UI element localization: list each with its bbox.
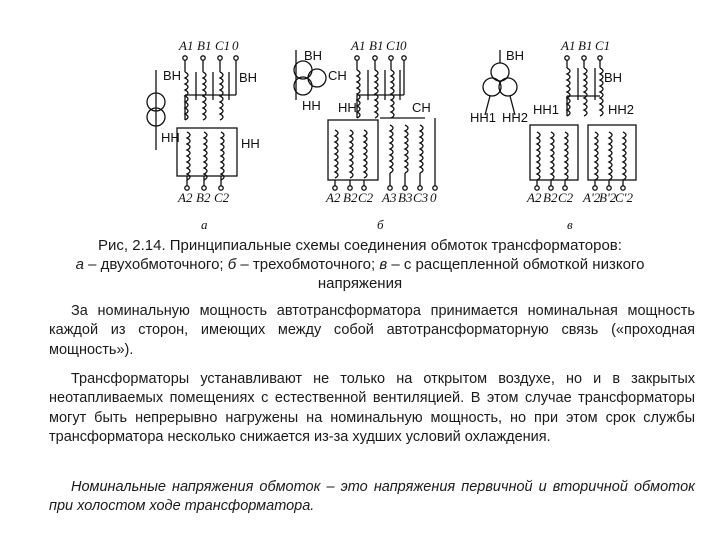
hv-label: ВН bbox=[304, 48, 323, 63]
mv-label: СН bbox=[412, 100, 431, 115]
lv2-label: НН2 bbox=[502, 110, 529, 125]
terminal-label: 0 bbox=[430, 190, 437, 205]
sublabel: а bbox=[201, 217, 208, 232]
terminal-label: B1 bbox=[578, 38, 593, 53]
diagram-a-bottom-terminals bbox=[177, 190, 230, 205]
diagram-b-bottom-terminals bbox=[325, 190, 437, 205]
terminal-label: B2 bbox=[543, 190, 558, 205]
caption-letter-b: б bbox=[227, 256, 237, 273]
terminal-label: C3 bbox=[413, 190, 429, 205]
hv-label: ВН bbox=[163, 68, 182, 83]
caption-text-c: – с расщепленной обмоткой низкого напряжения bbox=[317, 256, 645, 292]
sublabel: б bbox=[377, 217, 384, 232]
terminal-label: B1 bbox=[369, 38, 384, 53]
terminal-label: C1 bbox=[215, 38, 231, 53]
terminal-label: A3 bbox=[382, 190, 397, 205]
hv-label: ВН bbox=[506, 48, 525, 63]
caption-title: Рис, 2.14. Принципиальные схемы соединения обмоток трансформаторов: bbox=[98, 237, 622, 254]
lv-label: НН bbox=[302, 98, 321, 113]
paragraph-text: Номинальные напряжения обмоток – это напряжения первичной и вторичной обмоток при холостом ходе трансформатора. bbox=[49, 479, 695, 515]
terminal-label: B3 bbox=[398, 190, 413, 205]
paragraph-text: Трансформаторы устанавливают не только на открытом воздухе, но и в закрытых неотапливаемых помещениях с естественной вентиляцией. В этом случае трансформаторы могут быть непрерывно нагружены на номинальную мощность, но при этом срок службы трансформатора несколько снижается из-за худших условий охлаждения. bbox=[49, 371, 695, 446]
paragraph-rated-power bbox=[49, 302, 695, 360]
terminal-label: C2 bbox=[358, 190, 374, 205]
lv2-label: НН2 bbox=[608, 102, 635, 117]
caption-letter-a: а bbox=[75, 256, 84, 273]
terminal-label: C1 bbox=[595, 38, 611, 53]
winding-schemes-figure bbox=[0, 0, 720, 240]
terminal-label: B2 bbox=[343, 190, 358, 205]
terminal-label: A1 bbox=[351, 38, 366, 53]
paragraph-text: За номинальную мощность автотрансформатора принимается номинальная мощность каждой из сторон, имеющих между собой автотрансформаторную связь («проходная мощность»). bbox=[49, 303, 695, 358]
terminal-label: A1 bbox=[179, 38, 194, 53]
terminal-label: C2 bbox=[214, 190, 230, 205]
hv-label: ВН bbox=[239, 70, 258, 85]
terminal-label: 0 bbox=[232, 38, 239, 53]
terminal-label: B1 bbox=[197, 38, 212, 53]
lv-label: НН bbox=[338, 100, 357, 115]
caption-text-b: – трехобмоточного; bbox=[236, 256, 380, 273]
diagram-c-top-terminals bbox=[560, 38, 610, 53]
lv-label: НН bbox=[161, 130, 180, 145]
diagram-c-bottom-terminals bbox=[526, 190, 633, 205]
paragraph-installation bbox=[49, 370, 695, 448]
terminal-label: A2 bbox=[527, 190, 542, 205]
hv-label: ВН bbox=[604, 70, 623, 85]
diagram-b-top-terminals bbox=[350, 38, 407, 53]
diagram-a bbox=[147, 38, 260, 232]
figure-caption bbox=[40, 236, 680, 293]
diagram-c bbox=[470, 38, 636, 232]
lv-label: НН bbox=[241, 136, 260, 151]
diagram-b bbox=[294, 38, 437, 232]
terminal-label: B2 bbox=[196, 190, 211, 205]
terminal-label: C1 bbox=[386, 38, 402, 53]
caption-letter-c: в bbox=[379, 256, 388, 273]
terminal-label: A1 bbox=[561, 38, 576, 53]
paragraph-rated-voltage bbox=[49, 478, 695, 517]
terminal-label: A2 bbox=[178, 190, 193, 205]
mv-label: СН bbox=[328, 68, 347, 83]
sublabel: в bbox=[567, 217, 573, 232]
terminal-label: 0 bbox=[400, 38, 407, 53]
caption-legend bbox=[40, 255, 680, 293]
lv1-label: НН1 bbox=[533, 102, 560, 117]
caption-text-a: – двухобмоточного; bbox=[83, 256, 228, 273]
diagram-a-top-terminals bbox=[178, 38, 239, 53]
terminal-label: C'2 bbox=[615, 190, 633, 205]
terminal-label: B'2 bbox=[599, 190, 617, 205]
terminal-label: A2 bbox=[326, 190, 341, 205]
terminal-label: A'2 bbox=[583, 190, 601, 205]
terminal-label: C2 bbox=[558, 190, 574, 205]
lv1-label: НН1 bbox=[470, 110, 497, 125]
